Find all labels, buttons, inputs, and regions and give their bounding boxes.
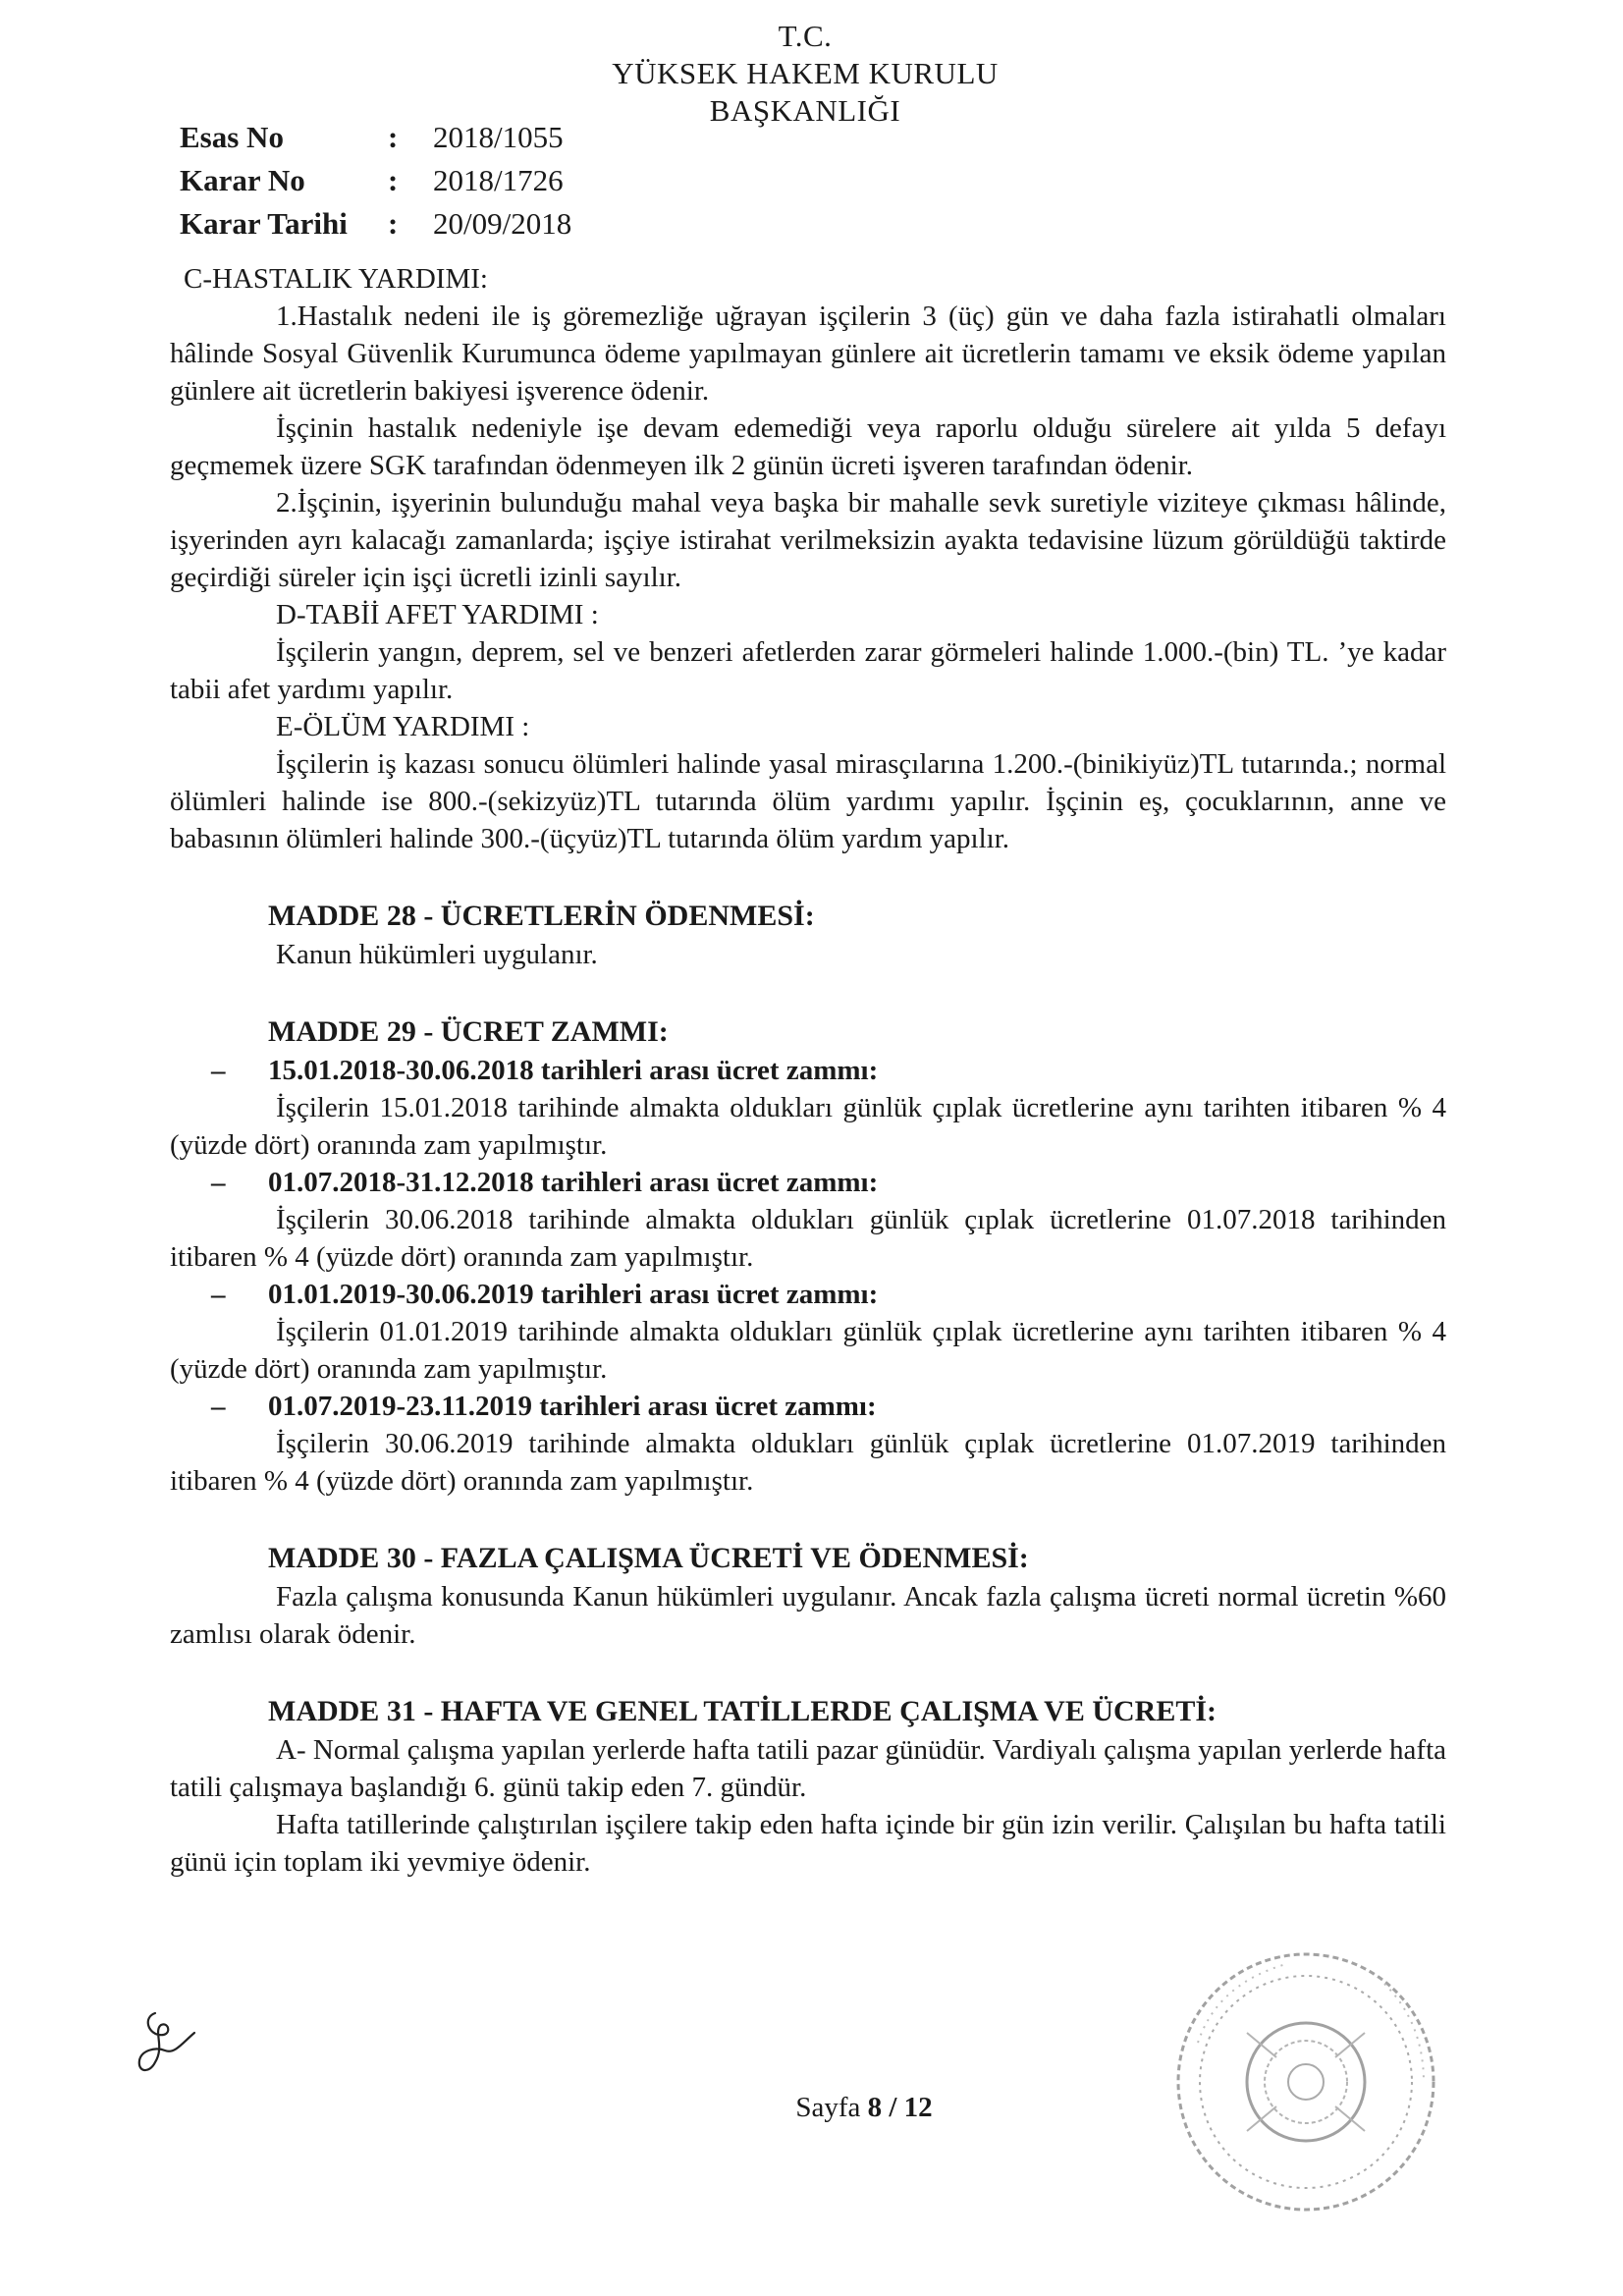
raise-period-label: 01.07.2018-31.12.2018 tarihleri arası ücret zammı:: [268, 1167, 879, 1198]
section-d-paragraph-1: İşçilerin yangın, deprem, sel ve benzeri afetlerden zarar görmeleri halinde 1.000.-(bin) TL. ’ye kadar tabii afet yardımı yapılır.: [170, 636, 1446, 705]
document-body: [170, 260, 1446, 1881]
dash-bullet: –: [211, 1055, 226, 1086]
page-number: [746, 2092, 982, 2124]
meta-label: Karar No: [180, 163, 305, 197]
article-28-title: MADDE 28 - ÜCRETLERİN ÖDENMESİ:: [268, 900, 815, 932]
authority-line-2: YÜKSEK HAKEM KURULU: [612, 56, 999, 90]
dash-bullet: –: [211, 1167, 226, 1198]
handwritten-initial-icon: [126, 2003, 214, 2092]
authority-line-3: BAŞKANLIĞI: [709, 93, 901, 128]
dash-bullet: –: [211, 1279, 226, 1310]
raise-period-2: [170, 1164, 1446, 1201]
raise-period-1: [170, 1052, 1446, 1089]
raise-period-4: [170, 1388, 1446, 1425]
official-seal-icon: [1139, 1925, 1453, 2239]
raise-period-label: 01.01.2019-30.06.2019 tarihleri arası ücret zammı:: [268, 1279, 879, 1310]
raise-period-label: 01.07.2019-23.11.2019 tarihleri arası ücret zammı:: [268, 1391, 877, 1422]
section-d-heading: D-TABİİ AFET YARDIMI :: [276, 599, 599, 630]
meta-colon: :: [388, 120, 399, 154]
article-31-title: MADDE 31 - HAFTA VE GENEL TATİLLERDE ÇALIŞMA VE ÜCRETİ:: [268, 1695, 1217, 1727]
raise-period-text: İşçilerin 15.01.2018 tarihinde almakta oldukları günlük çıplak ücretlerine aynı tarihten itibaren % 4 (yüzde dört) oranında zam yapılmıştır.: [170, 1092, 1446, 1161]
section-c-paragraph-3: 2.İşçinin, işyerinin bulunduğu mahal veya başka bir mahalle sevk suretiyle viziteye çıkması hâlinde, işyerinden ayrı kalacağı zamanlarda; işçiye istirahat verilmeksizin ayakta tedavisine lüzum görüldüğü taktirde geçirdiği süreler için işçi ücretli izinli sayılır.: [170, 487, 1446, 593]
article-28-text: Kanun hükümleri uygulanır.: [276, 939, 598, 970]
raise-period-label: 15.01.2018-30.06.2018 tarihleri arası ücret zammı:: [268, 1055, 879, 1086]
section-c-paragraph-2: İşçinin hastalık nedeniyle işe devam edemediği veya raporlu olduğu sürelere ait yılda 5 defayı geçmemek üzere SGK tarafından ödenmeyen ilk 2 günün ücreti işveren tarafından ödenir.: [170, 412, 1446, 481]
raise-period-text: İşçilerin 30.06.2019 tarihinde almakta oldukları günlük çıplak ücretlerine 01.07.2019 tarihinden itibaren % 4 (yüzde dört) oranında zam yapılmıştır.: [170, 1428, 1446, 1497]
section-c-paragraph-1: 1.Hastalık nedeni ile iş göremezliğe uğrayan işçilerin 3 (üç) gün ve daha fazla istirahatli olmaları hâlinde Sosyal Güvenlik Kurumunca ödeme yapılmayan günlere ait ücretlerin tamamı ve eksik ödeme yapılan günlere ait ücretlerin bakiyesi işverence ödenir.: [170, 301, 1446, 407]
dash-bullet: –: [211, 1391, 226, 1422]
article-31-paragraph-2: Hafta tatillerinde çalıştırılan işçilere takip eden hafta içinde bir gün izin verilir. Çalışılan bu hafta tatili günü için toplam iki yevmiye ödenir.: [170, 1809, 1446, 1878]
meta-label: Esas No: [180, 120, 284, 154]
raise-period-text: İşçilerin 30.06.2018 tarihinde almakta oldukları günlük çıplak ücretlerine 01.07.2018 tarihinden itibaren % 4 (yüzde dört) oranında zam yapılmıştır.: [170, 1204, 1446, 1273]
article-29-title: MADDE 29 - ÜCRET ZAMMI:: [268, 1015, 669, 1048]
page-number-prefix: Sayfa: [795, 2092, 861, 2123]
authority-line-1: T.C.: [778, 19, 833, 53]
section-c-heading: C-HASTALIK YARDIMI:: [184, 263, 488, 295]
article-30-text: Fazla çalışma konusunda Kanun hükümleri uygulanır. Ancak fazla çalışma ücreti normal ücretin %60 zamlısı olarak ödenir.: [170, 1581, 1446, 1650]
meta-value: 2018/1055: [433, 120, 564, 154]
article-30-title: MADDE 30 - FAZLA ÇALIŞMA ÜCRETİ VE ÖDENMESİ:: [268, 1542, 1029, 1574]
raise-period-3: [170, 1276, 1446, 1313]
issuing-authority: [550, 18, 1060, 130]
page-number-value: 8 / 12: [867, 2092, 933, 2123]
meta-colon: :: [388, 206, 399, 241]
meta-value: 2018/1726: [433, 163, 564, 197]
meta-label: Karar Tarihi: [180, 206, 348, 241]
meta-value: 20/09/2018: [433, 206, 572, 241]
section-e-heading: E-ÖLÜM YARDIMI :: [276, 711, 530, 742]
meta-colon: :: [388, 163, 399, 197]
raise-period-text: İşçilerin 01.01.2019 tarihinde almakta oldukları günlük çıplak ücretlerine aynı tarihten itibaren % 4 (yüzde dört) oranında zam yapılmıştır.: [170, 1316, 1446, 1385]
section-e-paragraph-1: İşçilerin iş kazası sonucu ölümleri halinde yasal mirasçılarına 1.200.-(binikiyüz)TL tutarında.; normal ölümleri halinde ise 800.-(sekizyüz)TL tutarında ölüm yardımı yapılır. İşçinin eş, çocuklarının, anne ve babasının ölümleri halinde 300.-(üçyüz)TL tutarında ölüm yardım yapılır.: [170, 748, 1446, 854]
article-31-paragraph-1: A- Normal çalışma yapılan yerlerde hafta tatili pazar günüdür. Vardiyalı çalışma yapılan yerlerde hafta tatili çalışmaya başlandığı 6. günü takip eden 7. gündür.: [170, 1734, 1446, 1803]
